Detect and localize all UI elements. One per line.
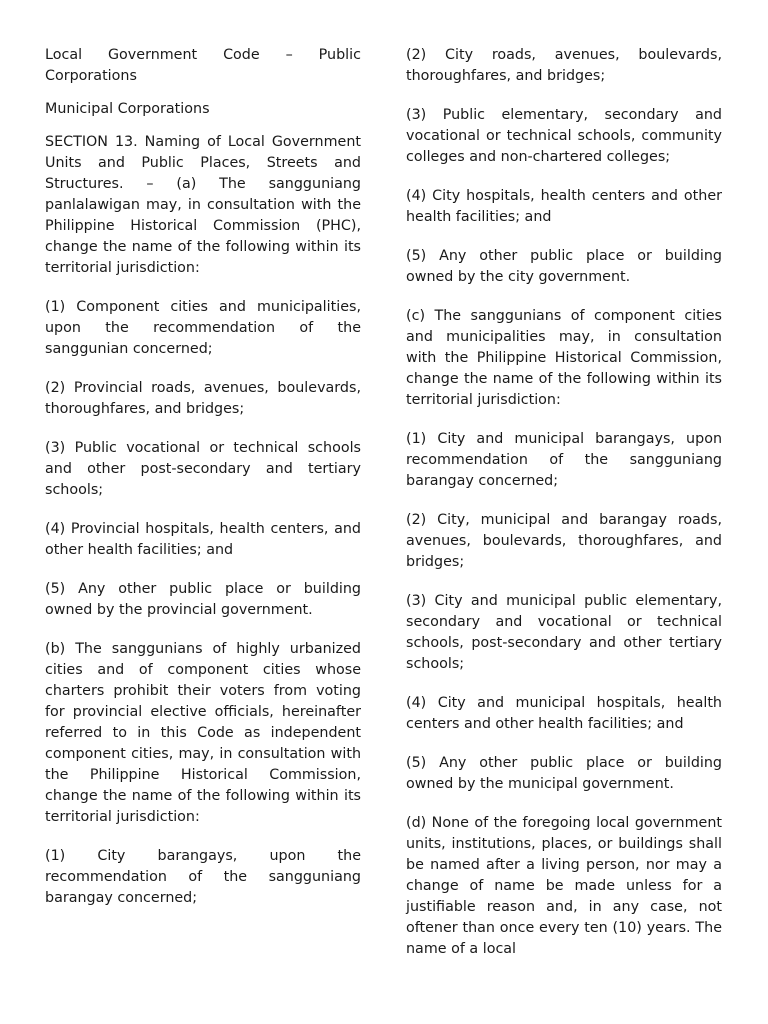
paragraph-a-item-1: (1) Component cities and municipalities, upon the recommendation of the sanggunian concerned; bbox=[45, 299, 361, 357]
paragraph-b-item-5: (5) Any other public place or building owned by the city government. bbox=[406, 248, 722, 285]
section-heading: Municipal Corporations bbox=[45, 101, 210, 117]
paragraph-a-item-2: (2) Provincial roads, avenues, boulevards, thoroughfares, and bridges; bbox=[45, 380, 361, 417]
right-column bbox=[406, 45, 722, 978]
paragraph-b-item-1: (1) City barangays, upon the recommendation of the sangguniang barangay concerned; bbox=[45, 848, 361, 906]
paragraph-c-item-1: (1) City and municipal barangays, upon recommendation of the sangguniang barangay concerned; bbox=[406, 431, 722, 489]
paragraph-c-item-4: (4) City and municipal hospitals, health centers and other health facilities; and bbox=[406, 695, 722, 732]
paragraph-a-item-3: (3) Public vocational or technical schools and other post-secondary and tertiary schools; bbox=[45, 440, 361, 498]
paragraph-c-item-5: (5) Any other public place or building owned by the municipal government. bbox=[406, 755, 722, 792]
paragraph-a-item-5: (5) Any other public place or building owned by the provincial government. bbox=[45, 581, 361, 618]
paragraph-b-item-2: (2) City roads, avenues, boulevards, thoroughfares, and bridges; bbox=[406, 47, 722, 84]
paragraph-b-item-3: (3) Public elementary, secondary and vocational or technical schools, community colleges and non-chartered colleges; bbox=[406, 107, 722, 165]
paragraph-c-item-2: (2) City, municipal and barangay roads, avenues, boulevards, thoroughfares, and bridges; bbox=[406, 512, 722, 570]
paragraph-d: (d) None of the foregoing local government units, institutions, places, or buildings shall be named after a living person, nor may a change of name be made unless for a justifiable reason and, in any case, not oftener than once every ten (10) years. The name of a local bbox=[406, 815, 722, 957]
section-13-paragraph: SECTION 13. Naming of Local Government Units and Public Places, Streets and Structures. – (a) The sangguniang panlalawigan may, in consultation with the Philippine Historical Commission (PHC), change the name of the following within its territorial jurisdiction: bbox=[45, 134, 361, 276]
paragraph-b: (b) The sanggunians of highly urbanized cities and of component cities whose charters prohibit their voters from voting for provincial elective officials, hereinafter referred to in this Code as independent component cities, may, in consultation with the Philippine Historical Commission, change the name of the following within its territorial jurisdiction: bbox=[45, 641, 361, 825]
left-column bbox=[45, 45, 361, 927]
paragraph-c: (c) The sanggunians of component cities and municipalities may, in consultation with the Philippine Historical Commission, change the name of the following within its territorial jurisdiction: bbox=[406, 308, 722, 408]
paragraph-c-item-3: (3) City and municipal public elementary, secondary and vocational or technical schools, post-secondary and other tertiary schools; bbox=[406, 593, 722, 672]
paragraph-b-item-4: (4) City hospitals, health centers and other health facilities; and bbox=[406, 188, 722, 225]
document-title: Local Government Code – Public Corporations bbox=[45, 47, 361, 84]
paragraph-a-item-4: (4) Provincial hospitals, health centers, and other health facilities; and bbox=[45, 521, 361, 558]
